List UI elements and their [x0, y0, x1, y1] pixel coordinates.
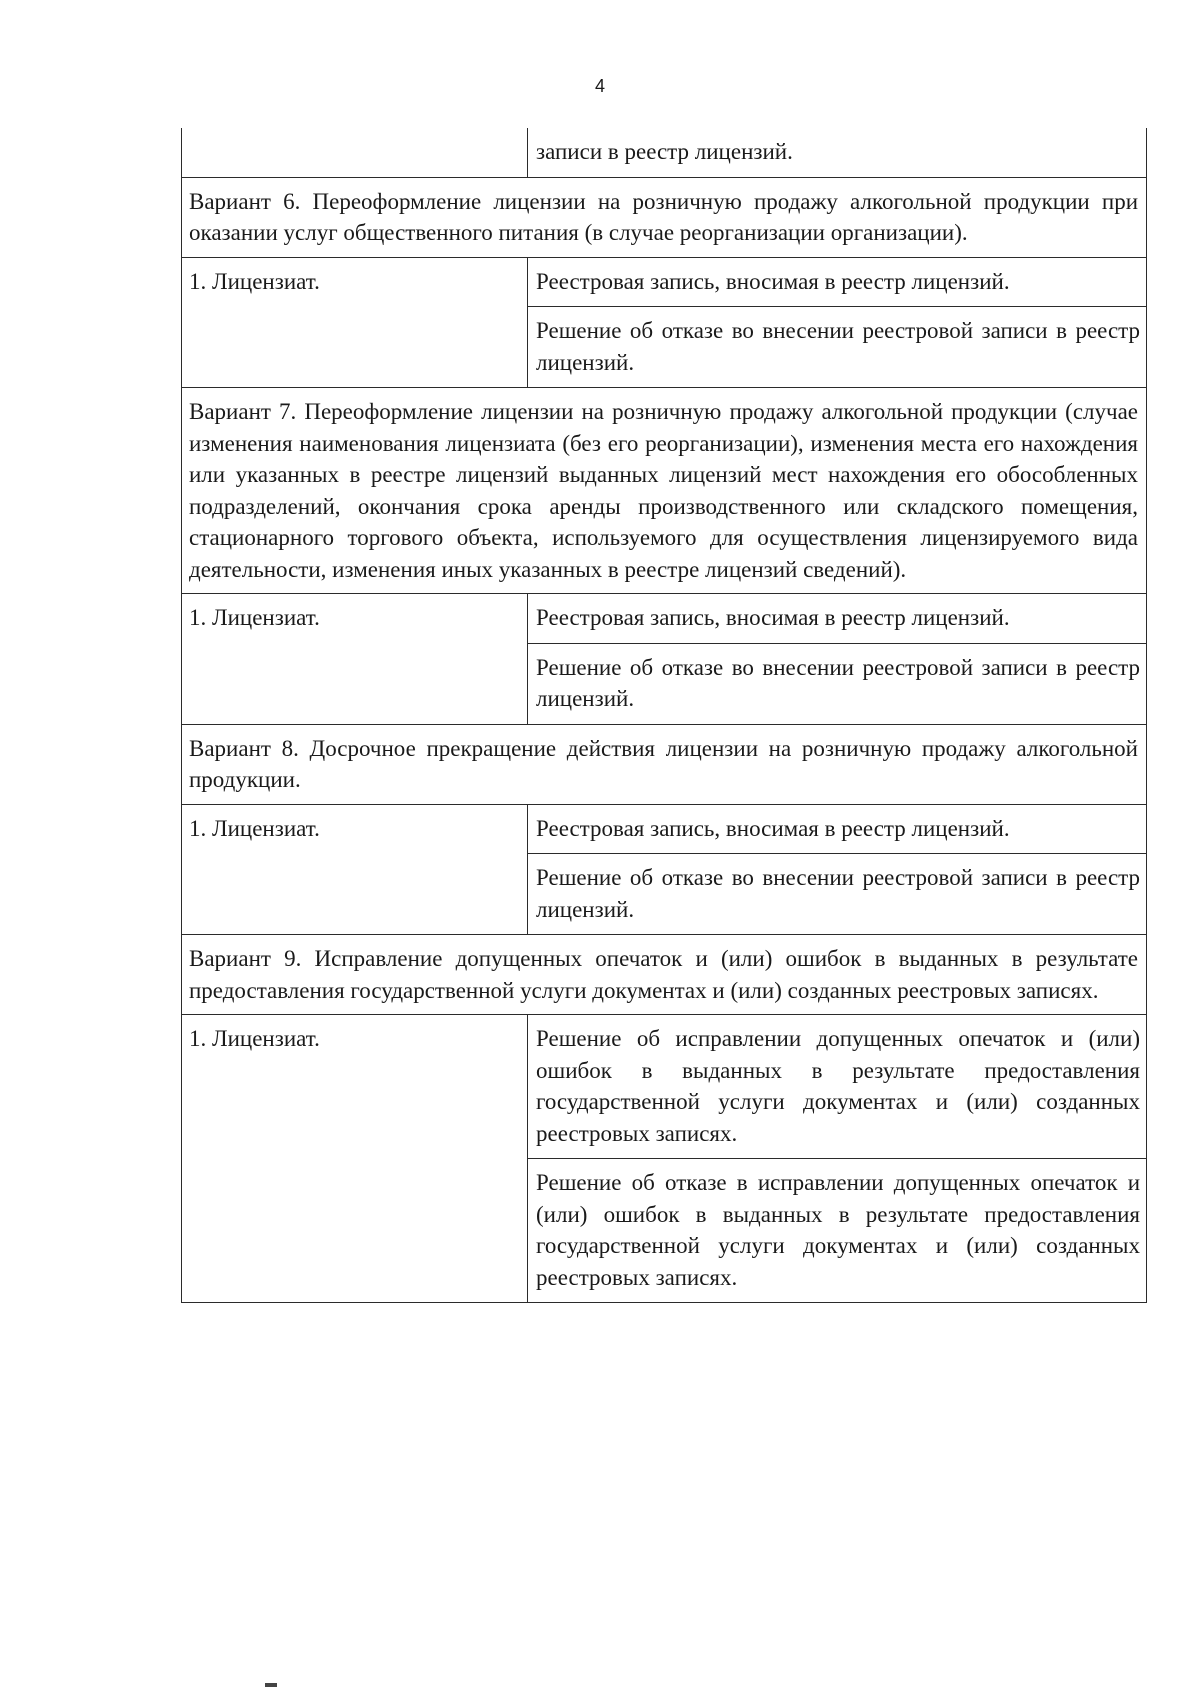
- variant-8-title: Вариант 8. Досрочное прекращение действия лицензии на розничную продажу алкогольной продукции.: [182, 724, 1147, 804]
- page-number: 4: [594, 76, 605, 96]
- variant-7-heading-row: [182, 388, 1147, 594]
- result-cell: Реестровая запись, вносимая в реестр лицензий.: [528, 257, 1147, 307]
- table-row: [182, 257, 1147, 307]
- result-cell: Реестровая запись, вносимая в реестр лицензий.: [528, 594, 1147, 644]
- variant-6-heading-row: [182, 177, 1147, 257]
- variant-7-title: Вариант 7. Переоформление лицензии на розничную продажу алкогольной продукции (случае изменения наименования лицензиата (без его реорганизации), изменения места его нахождения или указанных в реестре лицензий выданных лицензий мест нахождения его обособленных подразделений, окончания срока аренды производственного или складского помещения, стационарного торгового объекта, используемого для осуществления лицензируемого вида деятельности, изменения иных указанных в реестре лицензий сведений).: [182, 388, 1147, 594]
- applicant-cell: [182, 128, 528, 177]
- applicant-cell: 1. Лицензиат.: [182, 1015, 528, 1303]
- table-row: [182, 1015, 1147, 1159]
- result-cell: Решение об отказе во внесении реестровой записи в реестр лицензий.: [528, 854, 1147, 935]
- result-cell: Решение об отказе во внесении реестровой записи в реестр лицензий.: [528, 643, 1147, 724]
- variant-9-title: Вариант 9. Исправление допущенных опечаток и (или) ошибок в выданных в результате предоставления государственной услуги документах и (или) созданных реестровых записях.: [182, 935, 1147, 1015]
- result-cell: Реестровая запись, вносимая в реестр лицензий.: [528, 804, 1147, 854]
- applicant-cell: 1. Лицензиат.: [182, 804, 528, 935]
- table-row: [182, 804, 1147, 854]
- applicant-cell: 1. Лицензиат.: [182, 257, 528, 388]
- table-row: [182, 594, 1147, 644]
- applicant-cell: 1. Лицензиат.: [182, 594, 528, 725]
- result-cell: записи в реестр лицензий.: [528, 128, 1147, 177]
- variant-8-heading-row: [182, 724, 1147, 804]
- variant-9-heading-row: [182, 935, 1147, 1015]
- variant-6-title: Вариант 6. Переоформление лицензии на розничную продажу алкогольной продукции при оказании услуг общественного питания (в случае реорганизации организации).: [182, 177, 1147, 257]
- result-cell: Решение об отказе в исправлении допущенных опечаток и (или) ошибок в выданных в результате предоставления государственной услуги документах и (или) созданных реестровых записях.: [528, 1159, 1147, 1303]
- table-row: [182, 128, 1147, 177]
- result-cell: Решение об исправлении допущенных опечаток и (или) ошибок в выданных в результате предоставления государственной услуги документах и (или) созданных реестровых записях.: [528, 1015, 1147, 1159]
- scan-artifact: [265, 1683, 277, 1687]
- variants-table: [181, 128, 1147, 1303]
- result-cell: Решение об отказе во внесении реестровой записи в реестр лицензий.: [528, 307, 1147, 388]
